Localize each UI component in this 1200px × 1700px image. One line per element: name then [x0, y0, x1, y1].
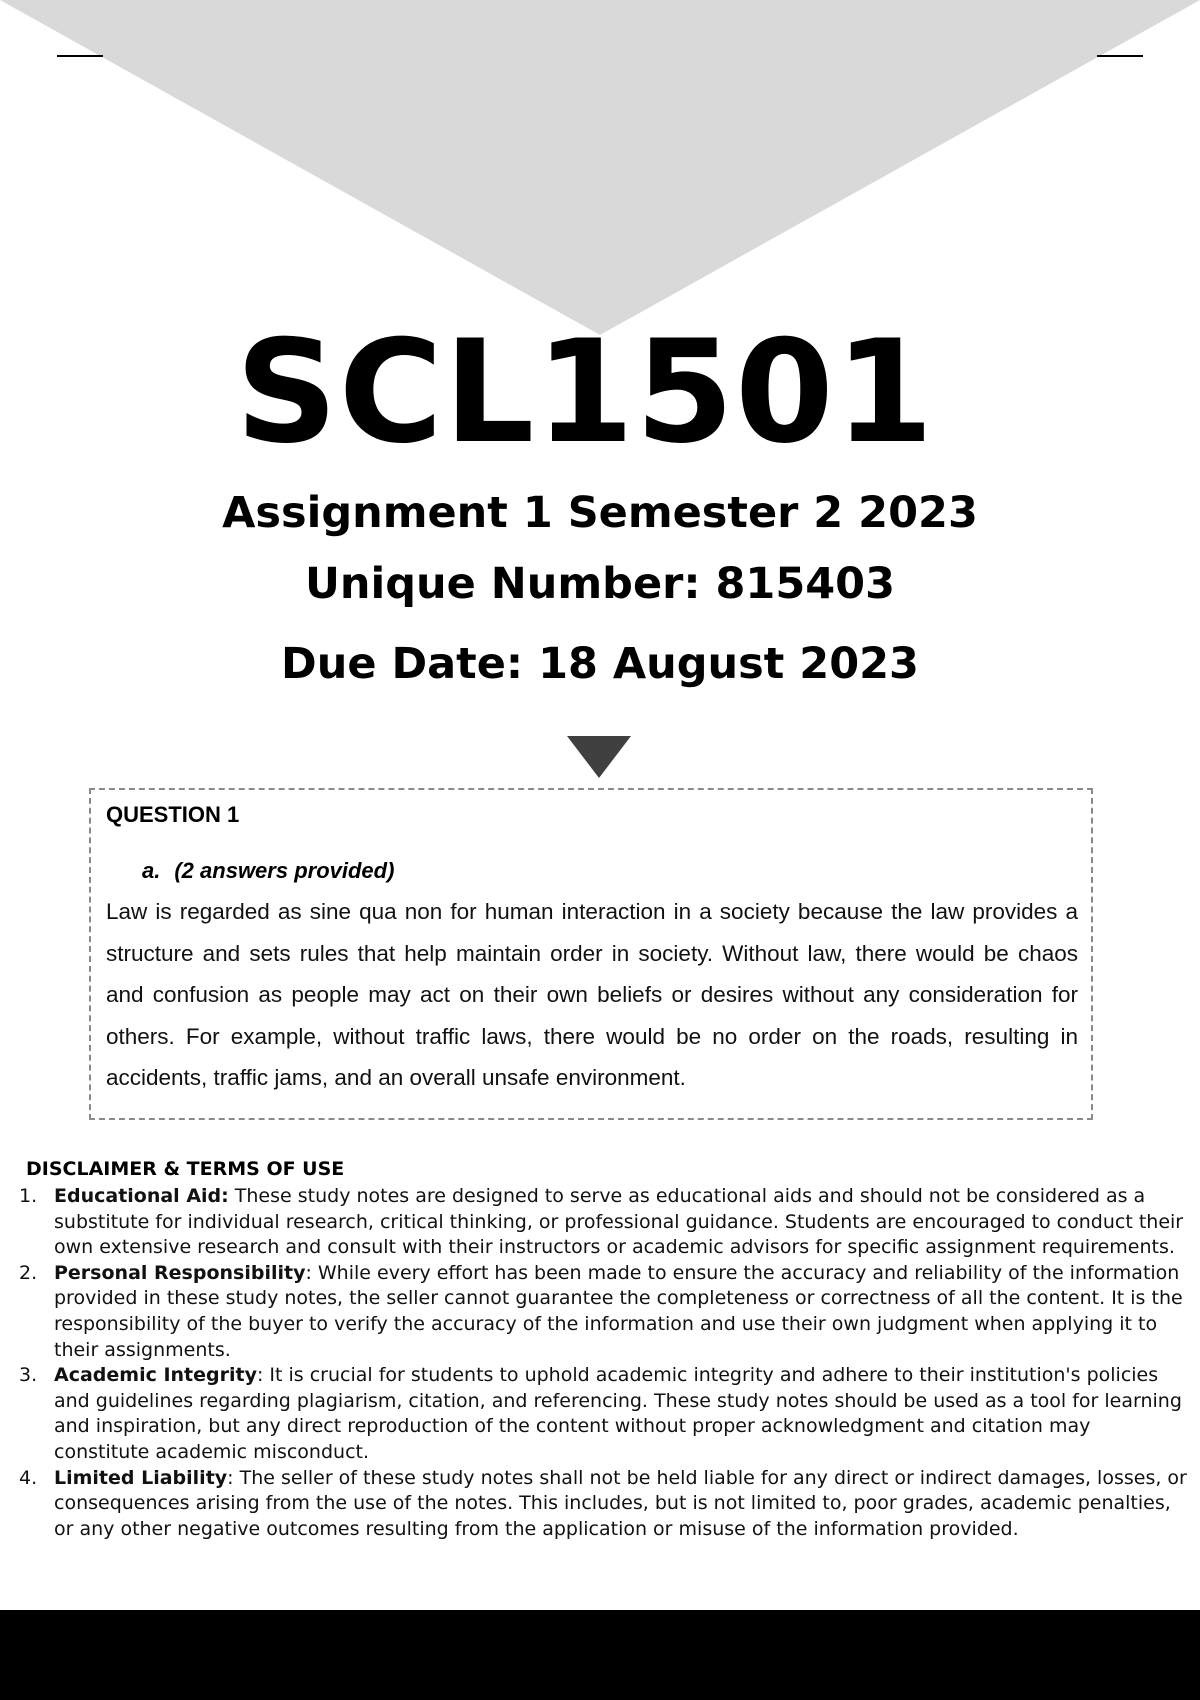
question-subpart	[142, 856, 394, 886]
item-heading: Limited Liability	[54, 1466, 228, 1489]
top-chevron-decoration	[0, 0, 1200, 340]
item-text: These study notes are designed to serve as educational aids and should not be considered as a substitute for individual research, critical thinking, or professional guidance. Students are encouraged to conduct their own extensive research and consult with their instructors or academic advisors for specific assignment requirements.	[54, 1185, 1184, 1259]
due-date: Due Date: 18 August 2023	[281, 639, 919, 689]
disclaimer-item	[0, 1363, 1190, 1465]
item-heading: Educational Aid:	[54, 1185, 229, 1207]
item-text: : The seller of these study notes shall not be held liable for any direct or indirect damages, losses, or consequences arising from the use of the notes. This includes, but is not limited to, poor grades, academic penalties, or any other negative outcomes resulting from the application or misuse of the information provided.	[54, 1466, 1187, 1540]
down-arrow-icon	[567, 736, 631, 778]
subpart-marker: a.	[142, 858, 161, 883]
item-number: 3.	[19, 1364, 38, 1387]
item-number: 4.	[19, 1466, 38, 1489]
question-box	[89, 788, 1093, 1120]
item-text: : It is crucial for students to uphold academic integrity and adhere to their institution's policies and guidelines regarding plagiarism, citation, and referencing. These study notes should be used as a tool for learning and inspiration, but any direct reproduction of the content without proper acknowledgment and citation may constitute academic misconduct.	[54, 1364, 1182, 1463]
assignment-title: Assignment 1 Semester 2 2023	[222, 488, 978, 538]
disclaimer-item	[0, 1466, 1190, 1543]
question-title: QUESTION 1	[106, 802, 240, 827]
question-answer-text: Law is regarded as sine qua non for human interaction in a society because the law provides a structure and sets rules that help maintain order in society. Without law, there would be chaos and confusion as people may act on their own beliefs or desires without any consideration for others. For example, without traffic laws, there would be no order on the roads, resulting in accidents, traffic jams, and an overall unsafe environment.	[106, 899, 1078, 1090]
corner-line-left	[57, 55, 103, 57]
disclaimer-title: DISCLAIMER & TERMS OF USE	[26, 1158, 345, 1180]
item-heading: Personal Responsibility	[54, 1261, 306, 1284]
unique-number: Unique Number: 815403	[304, 559, 896, 609]
item-heading: Academic Integrity	[54, 1364, 257, 1387]
item-number: 1.	[19, 1185, 38, 1207]
disclaimer-list	[0, 1184, 1190, 1542]
bottom-bar	[0, 1610, 1200, 1700]
subpart-label: (2 answers provided)	[174, 858, 395, 883]
item-number: 2.	[19, 1261, 38, 1284]
disclaimer-item	[0, 1261, 1190, 1363]
disclaimer-item	[0, 1184, 1190, 1261]
corner-line-right	[1097, 55, 1143, 57]
course-code: SCL1501	[235, 310, 935, 475]
item-text: : While every effort has been made to ensure the accuracy and reliability of the information provided in these study notes, the seller cannot guarantee the completeness or correctness of all the content. It is the responsibility of the buyer to verify the accuracy of the information and use their own judgment when applying it to their assignments.	[54, 1261, 1183, 1361]
